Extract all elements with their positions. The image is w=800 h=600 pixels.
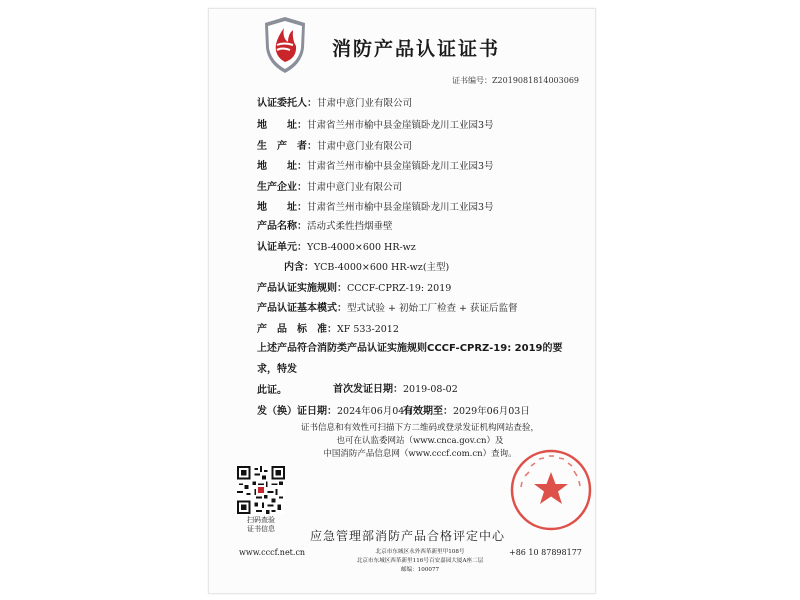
fire-emblem-logo: [262, 14, 308, 76]
verification-note-2: 也可在认监委网站（www.cnca.gov.cn）及: [336, 436, 504, 446]
field-label: 内含：: [284, 262, 314, 273]
field-value: 甘肃省兰州市榆中县金崖镇卧龙川工业园3号: [307, 120, 494, 131]
footer-postcode: 邮编：100077: [400, 567, 440, 573]
field-entrusting-party: [257, 94, 412, 109]
footer-website[interactable]: www.cccf.net.cn: [239, 548, 306, 557]
first-issue-value: 2019-08-02: [403, 384, 458, 395]
renew-issue-label: 发（换）证日期：: [257, 406, 337, 417]
valid-until-value: 2029年06月03日: [453, 406, 530, 417]
field-label: 认证单元：: [257, 242, 307, 253]
official-seal: [509, 448, 593, 532]
qr-code[interactable]: [236, 466, 286, 514]
verification-note-1: 证书信息和有效性可扫描下方二维码或登录发证机构网站查验，: [300, 423, 539, 433]
statement-line-1: 上述产品符合消防类产品认证实施规则CCCF-CPRZ-19: 2019的要求，特发: [257, 343, 563, 375]
field-value: 甘肃中意门业有限公司: [317, 141, 413, 152]
field-product-standard: [257, 320, 399, 335]
field-cert-unit: [257, 238, 416, 253]
field-label: 产品认证基本模式：: [257, 303, 347, 314]
field-address-2: [257, 157, 494, 172]
verification-note-3: 中国消防产品信息网（www.cccf.com.cn）查询。: [323, 449, 517, 459]
qr-caption-line-2: 证书信息: [247, 525, 275, 533]
field-label: 产 品 标 准：: [257, 324, 337, 335]
field-value: YCB-4000×600 HR-wz: [307, 242, 416, 253]
field-label: 产品名称：: [257, 221, 307, 232]
field-value: 活动式柔性挡烟垂壁: [307, 221, 393, 232]
field-label: 生 产 者：: [257, 141, 317, 152]
field-implementation-rule: [257, 279, 451, 294]
field-cert-mode: [257, 299, 518, 314]
field-value: CCCF-CPRZ-19: 2019: [347, 283, 452, 294]
renew-issue-value: 2024年06月04日: [337, 406, 414, 417]
field-value: YCB-4000×600 HR-wz(主型): [314, 262, 450, 273]
field-value: 甘肃中意门业有限公司: [317, 98, 413, 109]
field-label: 产品认证实施规则：: [257, 283, 347, 294]
first-issue-label: 首次发证日期：: [333, 384, 403, 395]
cert-no-label: 证书编号：: [452, 76, 492, 85]
field-address-1: [257, 116, 494, 131]
field-manufacturer: [257, 178, 402, 193]
renew-issue-date: [257, 402, 414, 417]
field-value: 甘肃省兰州市榆中县金崖镇卧龙川工业园3号: [307, 161, 494, 172]
field-label: 生产企业：: [257, 182, 307, 193]
field-label: 地 址：: [257, 161, 307, 172]
field-producer: [257, 137, 412, 152]
field-value: 型式试验 + 初始工厂检查 + 获证后监督: [347, 303, 518, 314]
footer-address-2: 北京市东城区西革新里116号百安嘉园大厦A座二层: [356, 558, 484, 564]
certificate-number: [452, 75, 579, 86]
first-issue-date: [333, 380, 458, 395]
qr-caption: [236, 516, 286, 534]
statement-line-2: 此证。: [257, 385, 287, 396]
field-label: 地 址：: [257, 202, 307, 213]
qr-caption-line-1: 扫码查验: [247, 516, 275, 524]
field-value: 甘肃中意门业有限公司: [307, 182, 403, 193]
certificate-title: 消防产品认证证书: [332, 38, 501, 60]
field-includes: [284, 258, 449, 273]
field-address-3: [257, 198, 494, 213]
field-label: 地 址：: [257, 120, 307, 131]
valid-until-date: [403, 402, 530, 417]
cert-no-value: Z2019081814003069: [492, 76, 579, 85]
footer-phone: +86 10 87898177: [509, 548, 582, 557]
field-value: XF 533-2012: [337, 324, 399, 335]
footer-address-1: 北京市东城区永外西革新里甲108号: [375, 549, 465, 555]
field-value: 甘肃省兰州市榆中县金崖镇卧龙川工业园3号: [307, 202, 494, 213]
issuing-organization: 应急管理部消防产品合格评定中心: [310, 529, 506, 543]
field-label: 认证委托人：: [257, 98, 317, 109]
field-product-name: [257, 217, 393, 232]
valid-until-label: 有效期至：: [403, 406, 453, 417]
